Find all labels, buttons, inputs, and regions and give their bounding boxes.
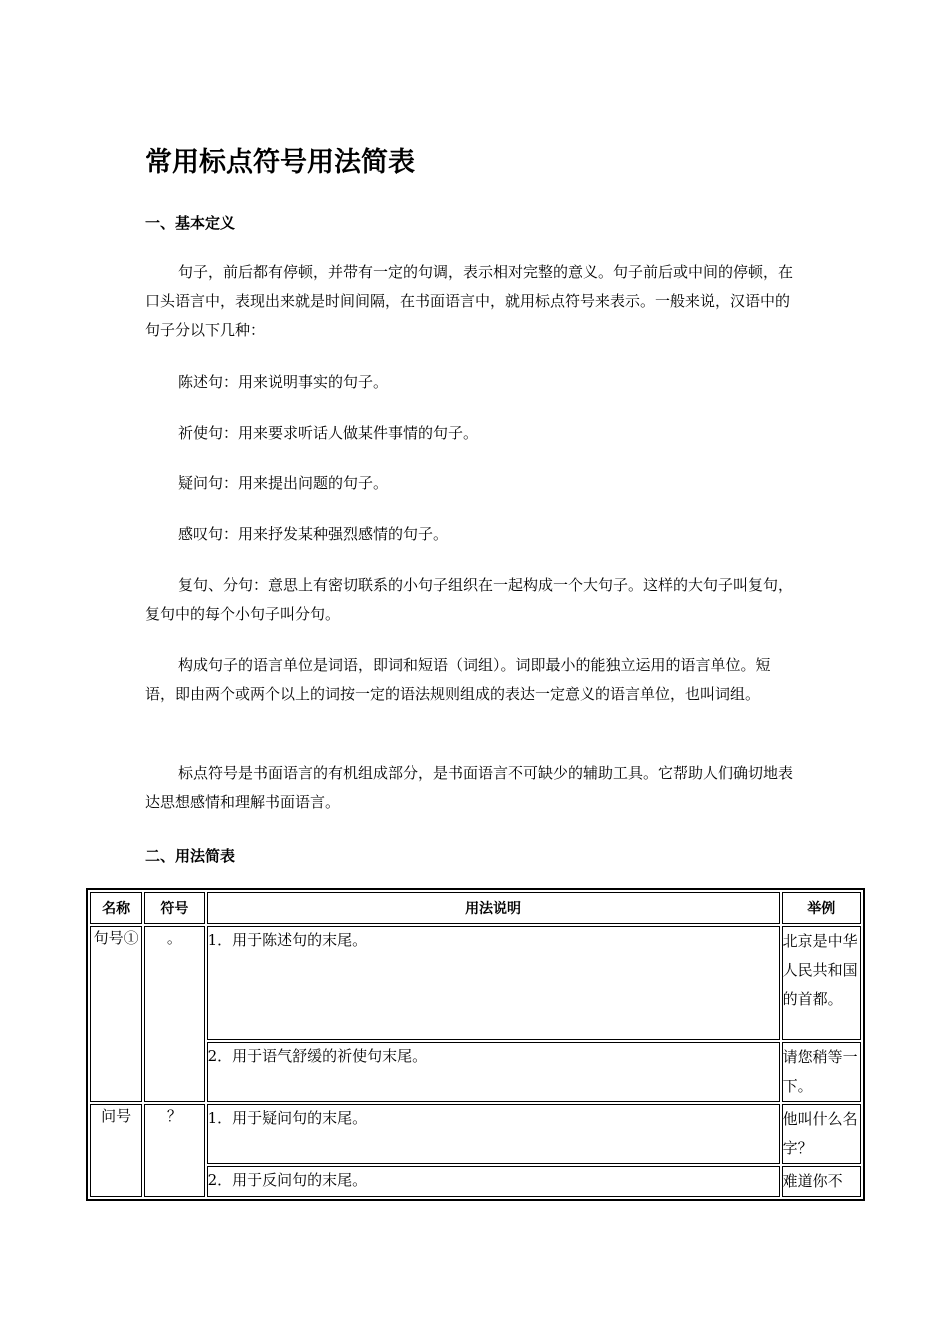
paragraph-punctuation-role: 标点符号是书面语言的有机组成部分，是书面语言不可缺少的辅助工具。它帮助人们确切地表达思想感情和理解书面语言。 (145, 764, 794, 811)
punctuation-symbol: 。 (144, 926, 204, 1102)
header-symbol: 符号 (144, 892, 204, 924)
paragraph-imperative: 祈使句：用来要求听话人做某件事情的句子。 (178, 424, 479, 442)
document-title: 常用标点符号用法简表 (145, 147, 415, 178)
table-row (90, 1042, 861, 1102)
section-heading-usage-table: 二、用法简表 (145, 847, 236, 865)
paragraph-sentence-intro: 句子，前后都有停顿，并带有一定的句调，表示相对完整的意义。句子前后或中间的停顿，在口头语言中，表现出来就是时间间隔，在书面语言中，就用标点符号来表示。一般来说，汉语中的句子分以下几种： (145, 263, 794, 339)
usage-description: 2．用于反问句的末尾。 (207, 1166, 780, 1197)
paragraph-complex-sentence: 复句、分句：意思上有密切联系的小句子组织在一起构成一个大句子。这样的大句子叫复句，复句中的每个小句子叫分句。 (145, 576, 794, 623)
usage-example: 北京是中华人民共和国的首都。 (782, 926, 861, 1040)
header-usage: 用法说明 (207, 892, 780, 924)
table-row (90, 1166, 861, 1197)
usage-description: 2．用于语气舒缓的祈使句末尾。 (207, 1042, 780, 1102)
usage-description: 1．用于陈述句的末尾。 (207, 926, 780, 1040)
paragraph-interrogative: 疑问句：用来提出问题的句子。 (178, 474, 389, 492)
punctuation-symbol: ？ (144, 1104, 204, 1197)
table-header-row (90, 892, 861, 924)
punctuation-name: 句号① (90, 926, 142, 1102)
header-name: 名称 (90, 892, 142, 924)
header-example: 举例 (782, 892, 861, 924)
paragraph-declarative: 陈述句：用来说明事实的句子。 (178, 373, 389, 391)
usage-example: 请您稍等一下。 (782, 1042, 861, 1102)
usage-description: 1．用于疑问句的末尾。 (207, 1104, 780, 1164)
usage-example: 难道你不 (782, 1166, 861, 1197)
section-heading-definitions: 一、基本定义 (145, 214, 236, 232)
table-row (90, 926, 861, 1040)
paragraph-exclamatory: 感叹句：用来抒发某种强烈感情的句子。 (178, 525, 449, 543)
paragraph-words-phrases: 构成句子的语言单位是词语，即词和短语（词组）。词即最小的能独立运用的语言单位。短语，即由两个或两个以上的词按一定的语法规则组成的表达一定意义的语言单位，也叫词组。 (145, 656, 771, 703)
usage-example: 他叫什么名字？ (782, 1104, 861, 1164)
usage-table (86, 888, 865, 1201)
punctuation-name: 问号 (90, 1104, 142, 1197)
table-row (90, 1104, 861, 1164)
